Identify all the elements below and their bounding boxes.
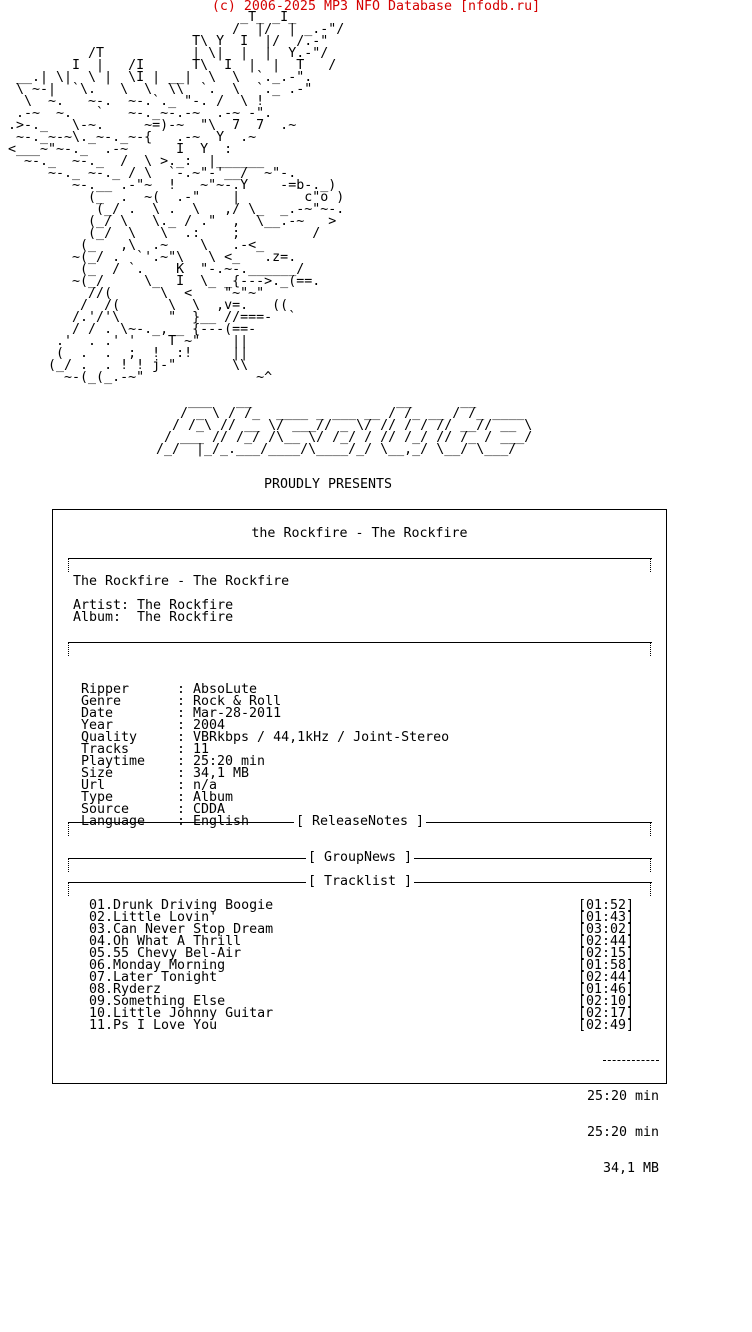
divider-group-news bbox=[65, 852, 655, 864]
info-value: 11 bbox=[193, 742, 210, 757]
info-value: Rock & Roll bbox=[193, 694, 282, 709]
info-key: Ripper bbox=[81, 682, 130, 697]
track-row bbox=[89, 1020, 634, 1032]
info-colon: : bbox=[177, 706, 194, 721]
info-value: 34,1 MB bbox=[193, 766, 250, 781]
track-time: [01:52] bbox=[577, 898, 634, 913]
info-colon: : bbox=[177, 754, 194, 769]
track-time: [01:58] bbox=[577, 958, 634, 973]
divider-tracklist bbox=[65, 876, 655, 888]
info-row bbox=[81, 756, 449, 768]
info-colon: : bbox=[177, 694, 194, 709]
total-playtime-2: 25:20 min bbox=[586, 1125, 659, 1140]
track-time: [02:49] bbox=[577, 1018, 634, 1033]
track-title: 02.Little Lovin' bbox=[89, 910, 218, 925]
info-value: English bbox=[193, 814, 250, 829]
totals bbox=[573, 1032, 659, 1199]
info-value: Mar-28-2011 bbox=[193, 706, 282, 721]
info-key: Language bbox=[81, 814, 146, 829]
info-row bbox=[81, 780, 449, 792]
info-row bbox=[81, 708, 449, 720]
info-value: VBRkbps / 44,1kHz / Joint-Stereo bbox=[193, 730, 450, 745]
album-line: Album: The Rockfire bbox=[73, 610, 234, 625]
info-value: Album bbox=[193, 790, 234, 805]
info-colon: : bbox=[177, 730, 194, 745]
info-value: CDDA bbox=[193, 802, 226, 817]
info-row bbox=[81, 768, 449, 780]
info-key: Genre bbox=[81, 694, 122, 709]
track-time: [02:17] bbox=[577, 1006, 634, 1021]
tracklist bbox=[89, 900, 634, 1032]
nfodb-credit: (c) 2006-2025 MP3 NFO Database [nfodb.ru] bbox=[211, 0, 541, 14]
info-key: Size bbox=[81, 766, 114, 781]
info-colon: : bbox=[177, 778, 194, 793]
info-key: Url bbox=[81, 778, 106, 793]
release-title: the Rockfire - The Rockfire bbox=[251, 526, 468, 541]
track-row bbox=[89, 972, 634, 984]
total-playtime-1: 25:20 min bbox=[586, 1089, 659, 1104]
info-key: Source bbox=[81, 802, 130, 817]
info-key: Tracks bbox=[81, 742, 130, 757]
info-value: n/a bbox=[193, 778, 218, 793]
divider-info bbox=[65, 636, 655, 648]
track-title: 03.Can Never Stop Dream bbox=[89, 922, 274, 937]
info-key: Date bbox=[81, 706, 114, 721]
track-time: [02:44] bbox=[577, 970, 634, 985]
info-colon: : bbox=[177, 682, 194, 697]
group-news-label: [ GroupNews ] bbox=[307, 850, 413, 865]
track-title: 01.Drunk Driving Boogie bbox=[89, 898, 274, 913]
track-time: [03:02] bbox=[577, 922, 634, 937]
info-key: Playtime bbox=[81, 754, 146, 769]
absolute-logo-ascii: ___ __ __ __ / _ \ / /_ ____ _ ___ __ / /_ __ / /_ ____ / /_\ // __ \/ ___// _ \/ // / / // __// __ \ / ___ // /_/ /\__ \/ /_/ / // /_/ // /_ / ___/ /_/ |_/_.___/____/\____/_/ \__,_/ \__/ \___/ bbox=[156, 394, 533, 457]
info-key: Type bbox=[81, 790, 114, 805]
info-table bbox=[81, 684, 449, 828]
info-colon: : bbox=[177, 766, 194, 781]
track-title: 06.Monday Morning bbox=[89, 958, 226, 973]
info-row bbox=[81, 732, 449, 744]
track-title: 09.Something Else bbox=[89, 994, 226, 1009]
info-value: AbsoLute bbox=[193, 682, 258, 697]
track-time: [02:44] bbox=[577, 934, 634, 949]
track-title: 07.Later Tonight bbox=[89, 970, 218, 985]
track-title: 11.Ps I Love You bbox=[89, 1018, 218, 1033]
release-heading: The Rockfire - The Rockfire bbox=[73, 574, 290, 589]
tracklist-label: [ Tracklist ] bbox=[307, 874, 413, 889]
info-colon: : bbox=[177, 790, 194, 805]
info-colon: : bbox=[177, 814, 194, 829]
totals-separator bbox=[603, 1060, 659, 1067]
info-colon: : bbox=[177, 718, 194, 733]
info-value: 25:20 min bbox=[193, 754, 266, 769]
eagle-ascii-art: _T_ _I_ / |/ | _.-"/ T\ Y I |/ /.-" /T | \| | | Y.-"/ I | /I T\ I | | T / __.| \| \ | \I | __| \ \ `._.-". \ ~-| `\. \ \ \\ `. \ `._ .-" \ ~. ~-. ~-.`._ "-. / \ ! .-~ ~. ` ~-._~-.-~ .-~ -". .>-._ \-~. ~=)-~ "\ 7 7 .~ ~-._~-~\._~-._~-{ .-~ Y .~ <___~"~-._ .-~ I Y : ~-._ ~-._ / \ >._: |______ ~-._ ~-._ / \ `-.~"-'__/ ~"-. ~-.__ .-"~ ! ~"~-.Y -=b-._) (_ . ~( .-" | c"o ) (_/ . \ . \ ,/ \_ _.-~"~-. (_/ \ \._ / ." , \__.-~ > (_/ \ \ .: ; / (_ ,\ .~ \ .-<_ ~(_/ . `'.~"\ \ <_ .z=. (_ / `. K "-.~-.______/ ~(_/ \_ I \_ _{--->._(==. //( \ < "~"~" / /( \ \ ,v=. (( /.'/'\ " }__ //===- ` / / . \~-._,__ {---(==- .' . .' ' T ~" || ( . . ; ! :! || (_/ . . ! ! j-" \\ ~-(_(_.-~" ~^ bbox=[8, 10, 345, 385]
track-title: 08.Ryderz bbox=[89, 982, 162, 997]
release-notes-label: [ ReleaseNotes ] bbox=[295, 814, 425, 829]
artist-line: Artist: The Rockfire bbox=[73, 598, 234, 613]
info-key: Year bbox=[81, 718, 114, 733]
track-title: 05.55 Chevy Bel-Air bbox=[89, 946, 242, 961]
track-title: 10.Little Johnny Guitar bbox=[89, 1006, 274, 1021]
info-row bbox=[81, 792, 449, 804]
track-time: [01:43] bbox=[577, 910, 634, 925]
info-colon: : bbox=[177, 802, 194, 817]
info-value: 2004 bbox=[193, 718, 226, 733]
proudly-presents: PROUDLY PRESENTS bbox=[263, 477, 393, 492]
total-size: 34,1 MB bbox=[602, 1161, 659, 1176]
track-time: [01:46] bbox=[577, 982, 634, 997]
track-title: 04.Oh What A Thrill bbox=[89, 934, 242, 949]
track-time: [02:15] bbox=[577, 946, 634, 961]
divider-header bbox=[65, 552, 655, 564]
track-time: [02:10] bbox=[577, 994, 634, 1009]
info-colon: : bbox=[177, 742, 194, 757]
divider-release-notes bbox=[65, 816, 655, 828]
nfo-box bbox=[52, 509, 667, 1176]
info-key: Quality bbox=[81, 730, 138, 745]
